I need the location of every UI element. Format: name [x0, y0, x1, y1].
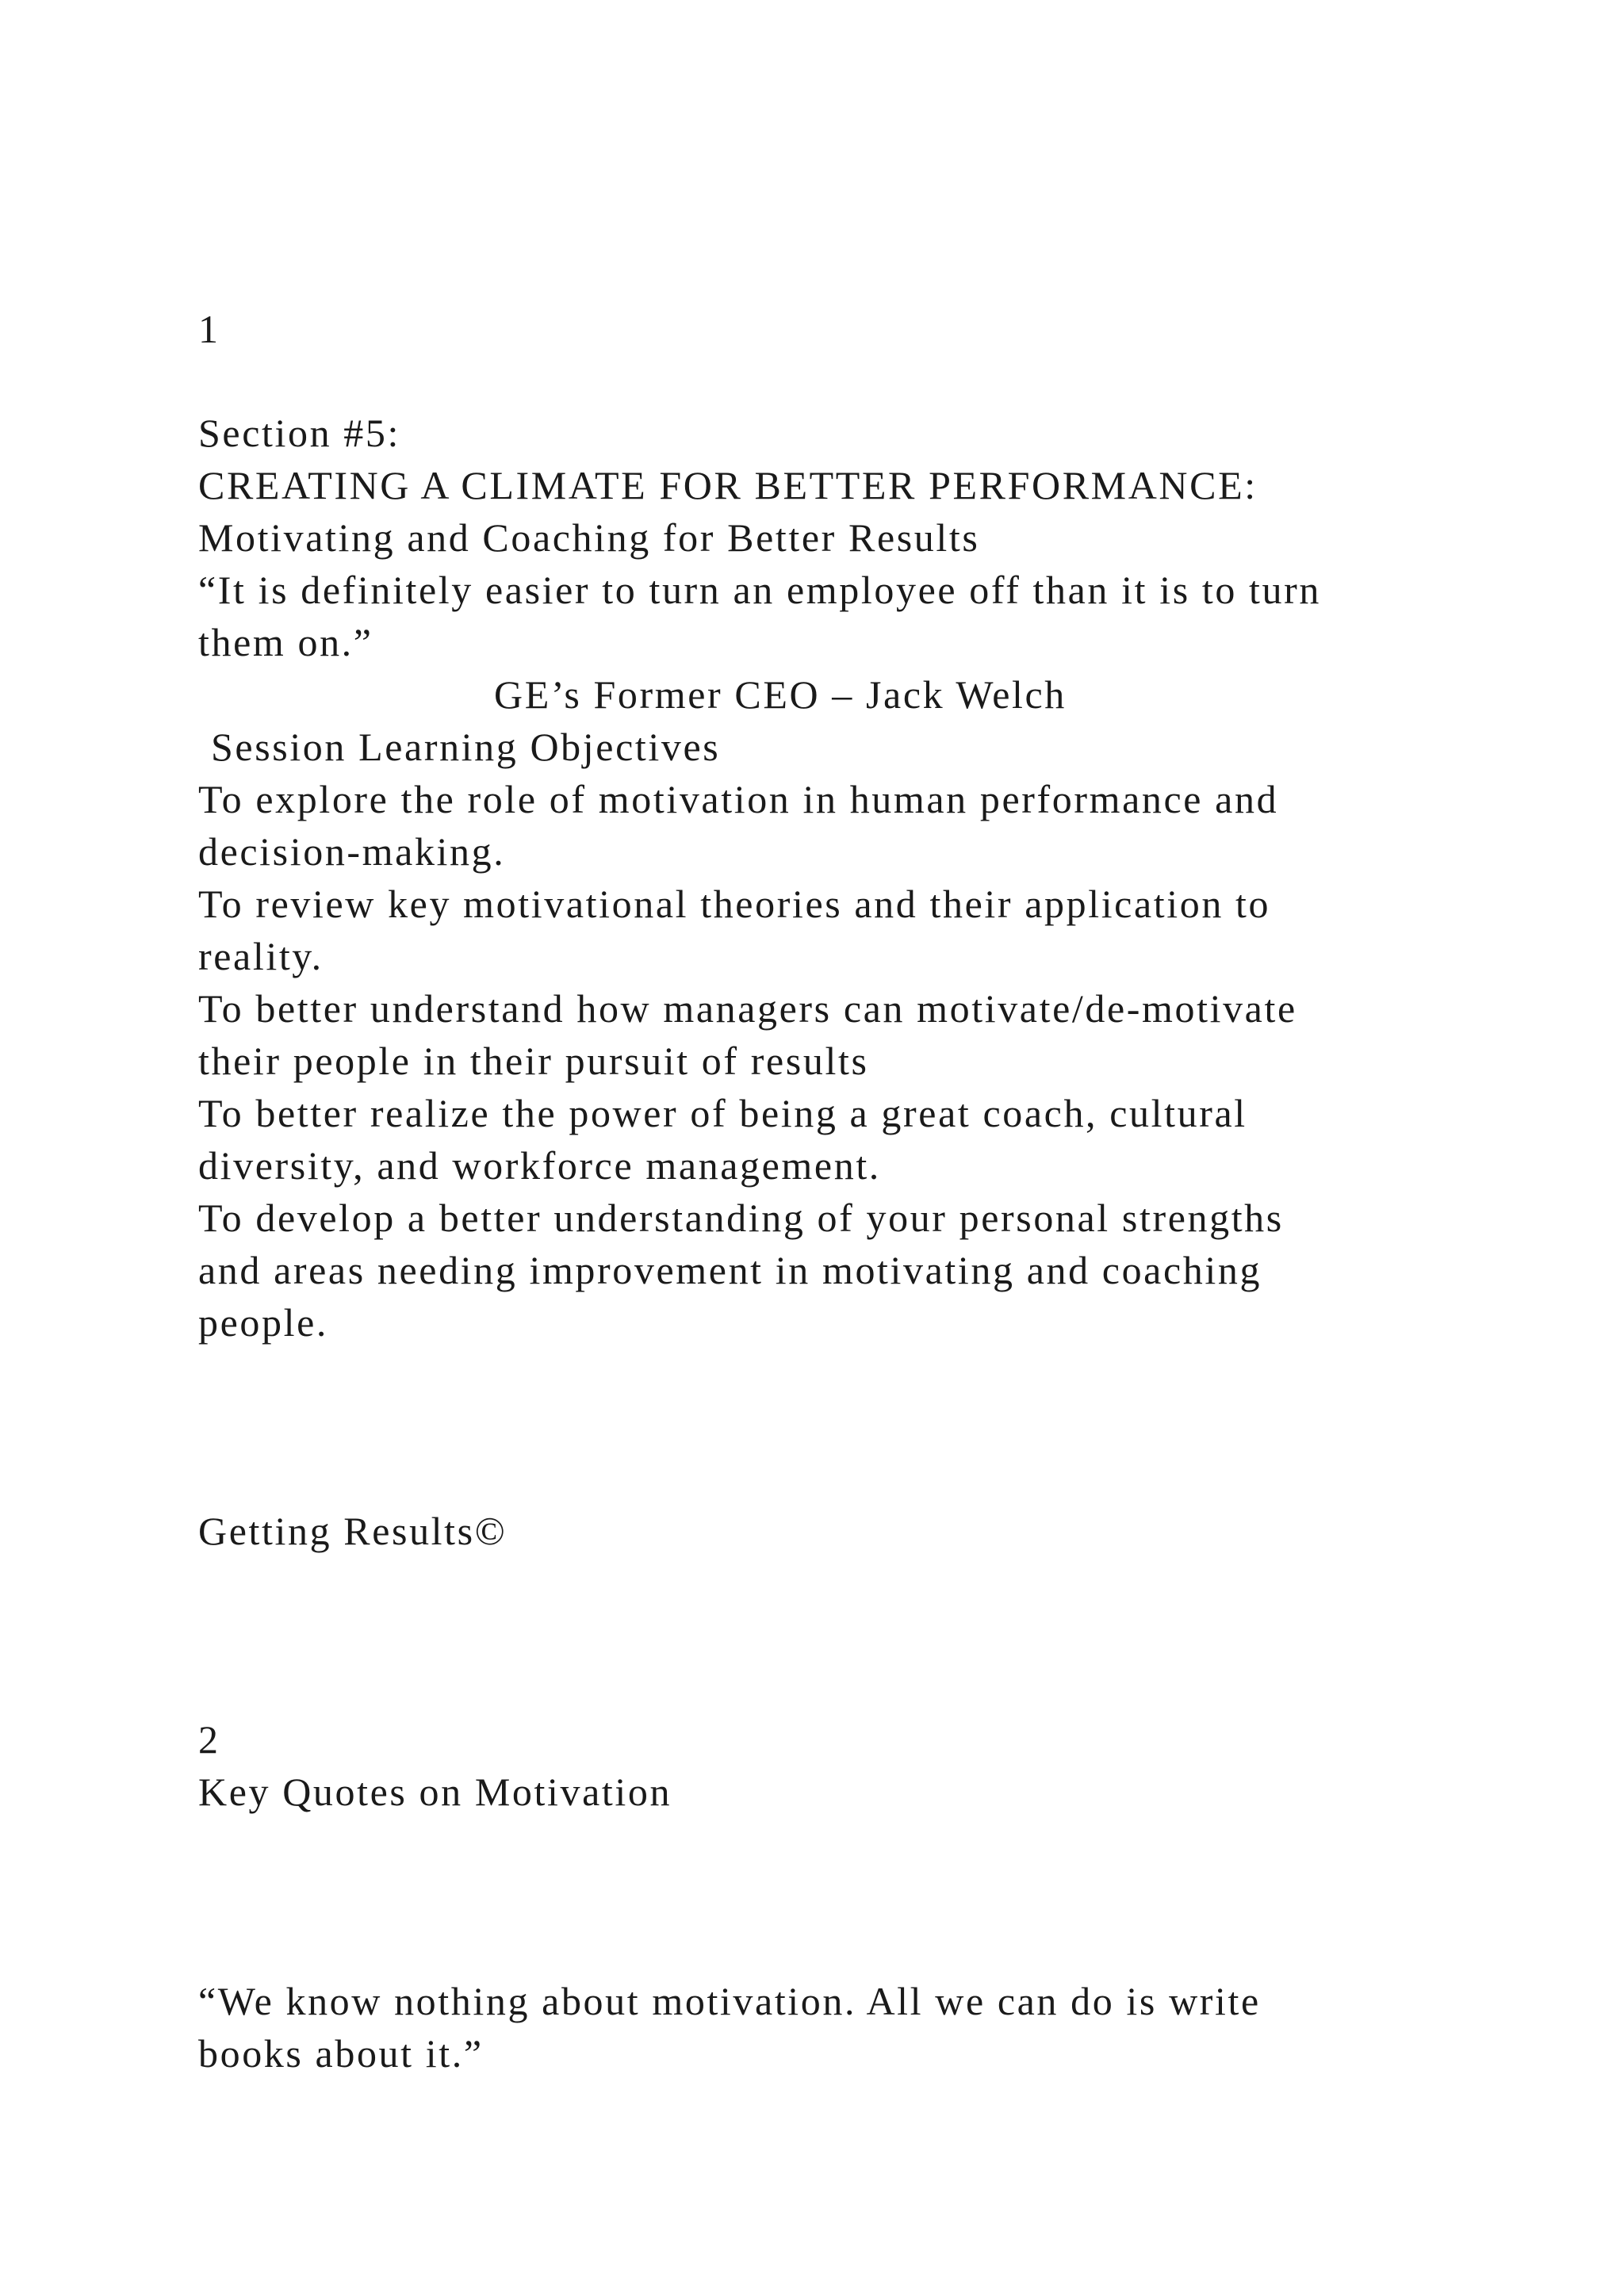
objective-line: their people in their pursuit of results [198, 1039, 869, 1083]
slide-number: 2 [198, 1717, 220, 1762]
objective-line: To better understand how managers can motivate/de-motivate [198, 986, 1297, 1031]
objective-line: To explore the role of motivation in human performance and [198, 777, 1279, 821]
section-subtitle: Motivating and Coaching for Better Results [198, 515, 980, 560]
objective-line: To better realize the power of being a great coach, cultural [198, 1091, 1247, 1135]
objectives-heading: Session Learning Objectives [211, 725, 721, 769]
objective-line: and areas needing improvement in motivating and coaching [198, 1248, 1262, 1292]
quote-line: them on.” [198, 620, 373, 664]
quote-attribution: GE’s Former CEO – Jack Welch [494, 672, 1067, 717]
objective-line: reality. [198, 934, 324, 978]
quote-line: “It is definitely easier to turn an employee off than it is to turn [198, 568, 1321, 612]
objective-line: diversity, and workforce management. [198, 1143, 881, 1188]
quote-line: books about it.” [198, 2031, 484, 2076]
quote-line: “We know nothing about motivation. All we can do is write [198, 1979, 1261, 2023]
objective-line: To review key motivational theories and their application to [198, 882, 1271, 926]
section-title: CREATING A CLIMATE FOR BETTER PERFORMANCE: [198, 463, 1258, 507]
footer-copyright: Getting Results© [198, 1509, 508, 1553]
objective-line: people. [198, 1300, 328, 1345]
section-label: Section #5: [198, 411, 400, 455]
objective-line: decision-making. [198, 829, 506, 874]
section-heading: Key Quotes on Motivation [198, 1770, 672, 1814]
objective-line: To develop a better understanding of your personal strengths [198, 1196, 1284, 1240]
slide-number: 1 [198, 307, 220, 351]
